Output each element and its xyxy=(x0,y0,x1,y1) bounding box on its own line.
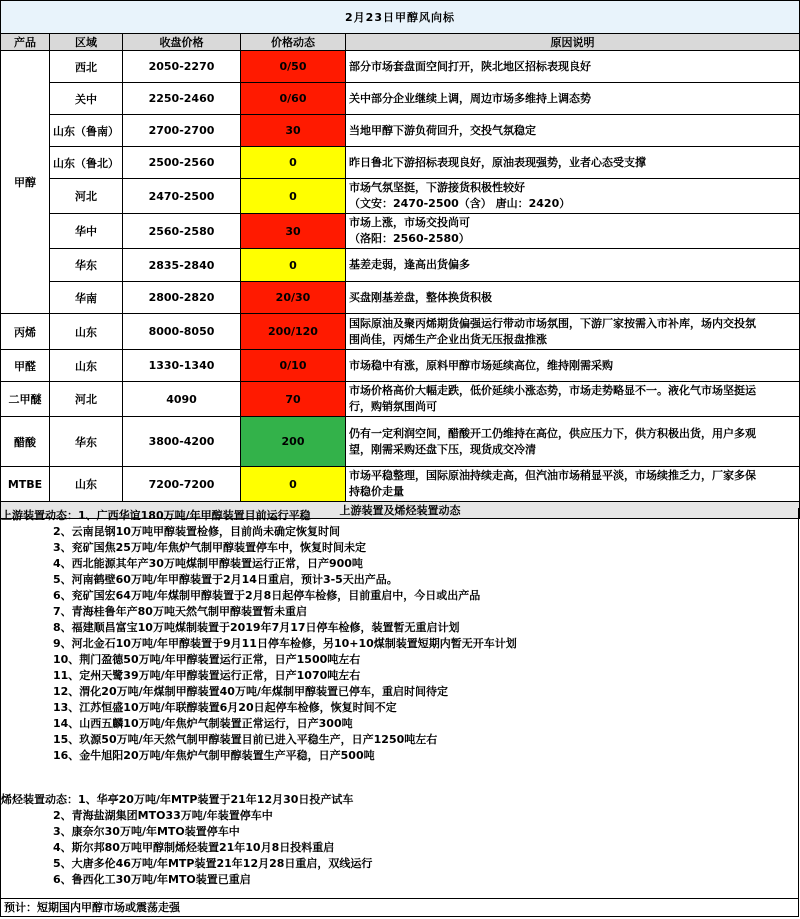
reason-text: 市场平稳整理，国际原油持续走高，但汽油市场稍显平淡，市场续推乏力，厂家多保 xyxy=(349,469,756,482)
table-row xyxy=(1,147,800,179)
reason-cell xyxy=(346,282,800,314)
upstream-item: 13、江苏恒盛10万吨/年联醇装置6月20日起停车检修，恢复时间不定 xyxy=(53,701,397,714)
olefin-label: 烯烃装置动态： xyxy=(1,793,78,806)
price-move-cell: 200 xyxy=(241,417,346,467)
product-cell: 二甲醚 xyxy=(1,382,50,417)
table-row xyxy=(1,282,800,314)
forecast: 预计：短期国内甲醇市场或震荡走强 xyxy=(0,898,799,917)
product-cell: 甲醛 xyxy=(1,350,50,382)
price-cell: 2800-2820 xyxy=(123,282,241,314)
reason-text: 当地甲醇下游负荷回升，交投气氛稳定 xyxy=(349,123,536,137)
upstream-item: 8、福建顺昌富宝10万吨煤制装置于2019年7月17日停车检修，装置暂无重启计划 xyxy=(53,621,460,634)
section-title: 上游装置及烯烃装置动态 xyxy=(1,502,800,519)
table-row xyxy=(1,249,800,282)
reason-cell xyxy=(346,417,800,467)
reason-cell xyxy=(346,179,800,214)
header-row xyxy=(1,34,800,51)
header-close-price: 收盘价格 xyxy=(123,34,241,51)
upstream-item: 7、青海桂鲁年产80万吨天然气制甲醇装置暂未重启 xyxy=(53,605,307,618)
table-row xyxy=(1,214,800,249)
upstream-item: 16、金牛旭阳20万吨/年焦炉气制甲醇装置生产平稳，日产500吨 xyxy=(53,749,375,762)
page-title: 2月23日甲醇风向标 xyxy=(1,1,800,34)
reason-text: 关中部分企业继续上调，周边市场多维持上调态势 xyxy=(349,91,591,105)
reason-text: 市场上涨，市场交投尚可 xyxy=(349,216,470,229)
reason-text-2: 围尚佳，丙烯生产企业出货无压报盘推涨 xyxy=(349,332,547,346)
price-move-cell: 0/60 xyxy=(241,83,346,115)
upstream-item: 14、山西五麟10万吨/年焦炉气制装置正常运行，日产300吨 xyxy=(53,717,353,730)
olefin-item: 5、大唐多伦46万吨/年MTP装置21年12月28日重启，双线运行 xyxy=(53,857,373,870)
reason-cell xyxy=(346,382,800,417)
reason-text: 昨日鲁北下游招标表现良好，原油表现强势，业者心态受支撑 xyxy=(349,155,646,169)
product-cell: 甲醇 xyxy=(1,51,50,314)
olefin-item: 1、华亭20万吨/年MTP装置于21年12月30日投产试车 xyxy=(78,793,354,806)
table-row xyxy=(1,115,800,147)
table-row xyxy=(1,350,800,382)
table-row xyxy=(1,314,800,350)
upstream-item: 2、云南昆钢10万吨甲醇装置检修，目前尚未确定恢复时间 xyxy=(53,525,340,538)
product-cell: 醋酸 xyxy=(1,417,50,467)
upstream-item: 10、荆门盈德50万吨/年甲醇装置运行正常，日产1500吨左右 xyxy=(53,653,361,666)
region-cell: 山东 xyxy=(50,467,123,502)
product-cell: MTBE xyxy=(1,467,50,502)
price-cell: 2470-2500 xyxy=(123,179,241,214)
table-row xyxy=(1,467,800,502)
product-cell: 丙烯 xyxy=(1,314,50,350)
table-row xyxy=(1,51,800,83)
price-cell: 4090 xyxy=(123,382,241,417)
region-cell: 山东（鲁北） xyxy=(50,147,123,179)
upstream-item: 15、玖源50万吨/年天然气制甲醇装置目前已进入平稳生产，日产1250吨左右 xyxy=(53,733,438,746)
upstream-item: 3、兖矿国焦25万吨/年焦炉气制甲醇装置停车中，恢复时间未定 xyxy=(53,541,366,554)
price-cell: 8000-8050 xyxy=(123,314,241,350)
upstream-item: 1、广西华谊180万吨/年甲醇装置目前运行平稳 xyxy=(78,509,311,522)
price-cell: 2700-2700 xyxy=(123,115,241,147)
price-move-cell: 200/120 xyxy=(241,314,346,350)
reason-text: 国际原油及聚丙烯期货偏强运行带动市场氛围，下游厂家按需入市补库，场内交投氛 xyxy=(349,316,756,330)
reason-cell xyxy=(346,249,800,282)
spacer xyxy=(1,764,798,778)
price-move-cell: 0 xyxy=(241,467,346,502)
region-cell: 华东 xyxy=(50,417,123,467)
reason-text: 市场气氛坚挺，下游接货积极性较好 xyxy=(349,181,525,194)
header-region: 区域 xyxy=(50,34,123,51)
reason-cell xyxy=(346,314,800,350)
upstream-item: 5、河南鹤壁60万吨/年甲醇装置于2月14日重启，预计3-5天出产品。 xyxy=(53,573,398,586)
olefin-item: 6、鲁西化工30万吨/年MTO装置已重启 xyxy=(53,873,251,886)
price-cell: 1330-1340 xyxy=(123,350,241,382)
header-reason: 原因说明 xyxy=(346,34,800,51)
price-cell: 2500-2560 xyxy=(123,147,241,179)
region-cell: 山东（鲁南） xyxy=(50,115,123,147)
price-cell: 2560-2580 xyxy=(123,214,241,249)
reason-cell xyxy=(346,147,800,179)
region-cell: 华南 xyxy=(50,282,123,314)
price-move-cell: 0 xyxy=(241,249,346,282)
reason-text-2: 持稳价走量 xyxy=(349,485,404,498)
region-cell: 山东 xyxy=(50,314,123,350)
header-product: 产品 xyxy=(1,34,50,51)
region-cell: 关中 xyxy=(50,83,123,115)
reason-cell xyxy=(346,350,800,382)
price-cell: 2050-2270 xyxy=(123,51,241,83)
reason-text-2: 行，购销氛围尚可 xyxy=(349,400,437,413)
price-cell: 2250-2460 xyxy=(123,83,241,115)
olefin-line xyxy=(1,792,798,808)
reason-cell xyxy=(346,467,800,502)
upstream-item: 6、兖矿国宏64万吨/年煤制甲醇装置于2月8日起停车检修，目前重启中，今日或出产品 xyxy=(53,589,481,602)
region-cell: 河北 xyxy=(50,179,123,214)
price-move-cell: 30 xyxy=(241,115,346,147)
device-notes xyxy=(0,508,799,898)
price-move-cell: 0 xyxy=(241,179,346,214)
price-move-cell: 0/50 xyxy=(241,51,346,83)
price-move-cell: 70 xyxy=(241,382,346,417)
price-move-cell: 0/10 xyxy=(241,350,346,382)
price-move-cell: 0 xyxy=(241,147,346,179)
reason-text-2: （文安：2470-2500（含） 唐山：2420） xyxy=(349,197,571,210)
olefin-item: 2、青海盐湖集团MTO33万吨/年装置停车中 xyxy=(53,809,273,822)
header-price-move: 价格动态 xyxy=(241,34,346,51)
table-row xyxy=(1,417,800,467)
region-cell: 华东 xyxy=(50,249,123,282)
region-cell: 河北 xyxy=(50,382,123,417)
reason-text: 市场价格高价大幅走跌，低价延续小涨态势，市场走势略显不一。液化气市场坚挺运 xyxy=(349,384,756,397)
reason-cell xyxy=(346,51,800,83)
table-row xyxy=(1,83,800,115)
reason-text: 买盘刚基差盘，整体换货积极 xyxy=(349,290,492,304)
upstream-label: 上游装置动态： xyxy=(1,509,78,522)
reason-text: 部分市场套盘面空间打开，陕北地区招标表现良好 xyxy=(349,59,591,73)
region-cell: 西北 xyxy=(50,51,123,83)
title-row xyxy=(1,1,800,34)
region-cell: 华中 xyxy=(50,214,123,249)
price-cell: 3800-4200 xyxy=(123,417,241,467)
reason-text: 仍有一定利润空间，醋酸开工仍维持在高位，供应压力下，供方积极出货，用户多观 xyxy=(349,426,756,440)
table-row xyxy=(1,382,800,417)
reason-text-2: 望，刚需采购还盘下压，现货成交冷清 xyxy=(349,442,536,456)
olefin-item: 3、康奈尔30万吨/年MTO装置停车中 xyxy=(53,825,240,838)
reason-cell xyxy=(346,83,800,115)
upstream-item: 4、西北能源其年产30万吨煤制甲醇装置运行正常，日产900吨 xyxy=(53,557,363,570)
reason-cell xyxy=(346,115,800,147)
region-cell: 山东 xyxy=(50,350,123,382)
upstream-item: 12、渭化20万吨/年煤制甲醇装置40万吨/年煤制甲醇装置已停车，重启时间待定 xyxy=(53,685,448,698)
price-cell: 7200-7200 xyxy=(123,467,241,502)
olefin-item: 4、斯尔邦80万吨甲醇制烯烃装置21年10月8日投料重启 xyxy=(53,841,335,854)
price-move-cell: 20/30 xyxy=(241,282,346,314)
upstream-line xyxy=(1,508,798,524)
spacer xyxy=(1,778,798,792)
reason-cell xyxy=(346,214,800,249)
table-row xyxy=(1,179,800,214)
reason-text: 基差走弱，逢高出货偏多 xyxy=(349,258,470,271)
reason-text-2: （洛阳：2560-2580） xyxy=(349,232,470,245)
price-move-cell: 30 xyxy=(241,214,346,249)
upstream-item: 11、定州天鹭39万吨/年甲醇装置运行正常，日产1070吨左右 xyxy=(53,669,361,682)
price-cell: 2835-2840 xyxy=(123,249,241,282)
reason-text: 市场稳中有涨，原料甲醇市场延续高位，维持刚需采购 xyxy=(349,358,613,372)
upstream-item: 9、河北金石10万吨/年甲醇装置于9月11日停车检修，另10+10煤制装置短期内暂无开车计划 xyxy=(53,637,517,650)
